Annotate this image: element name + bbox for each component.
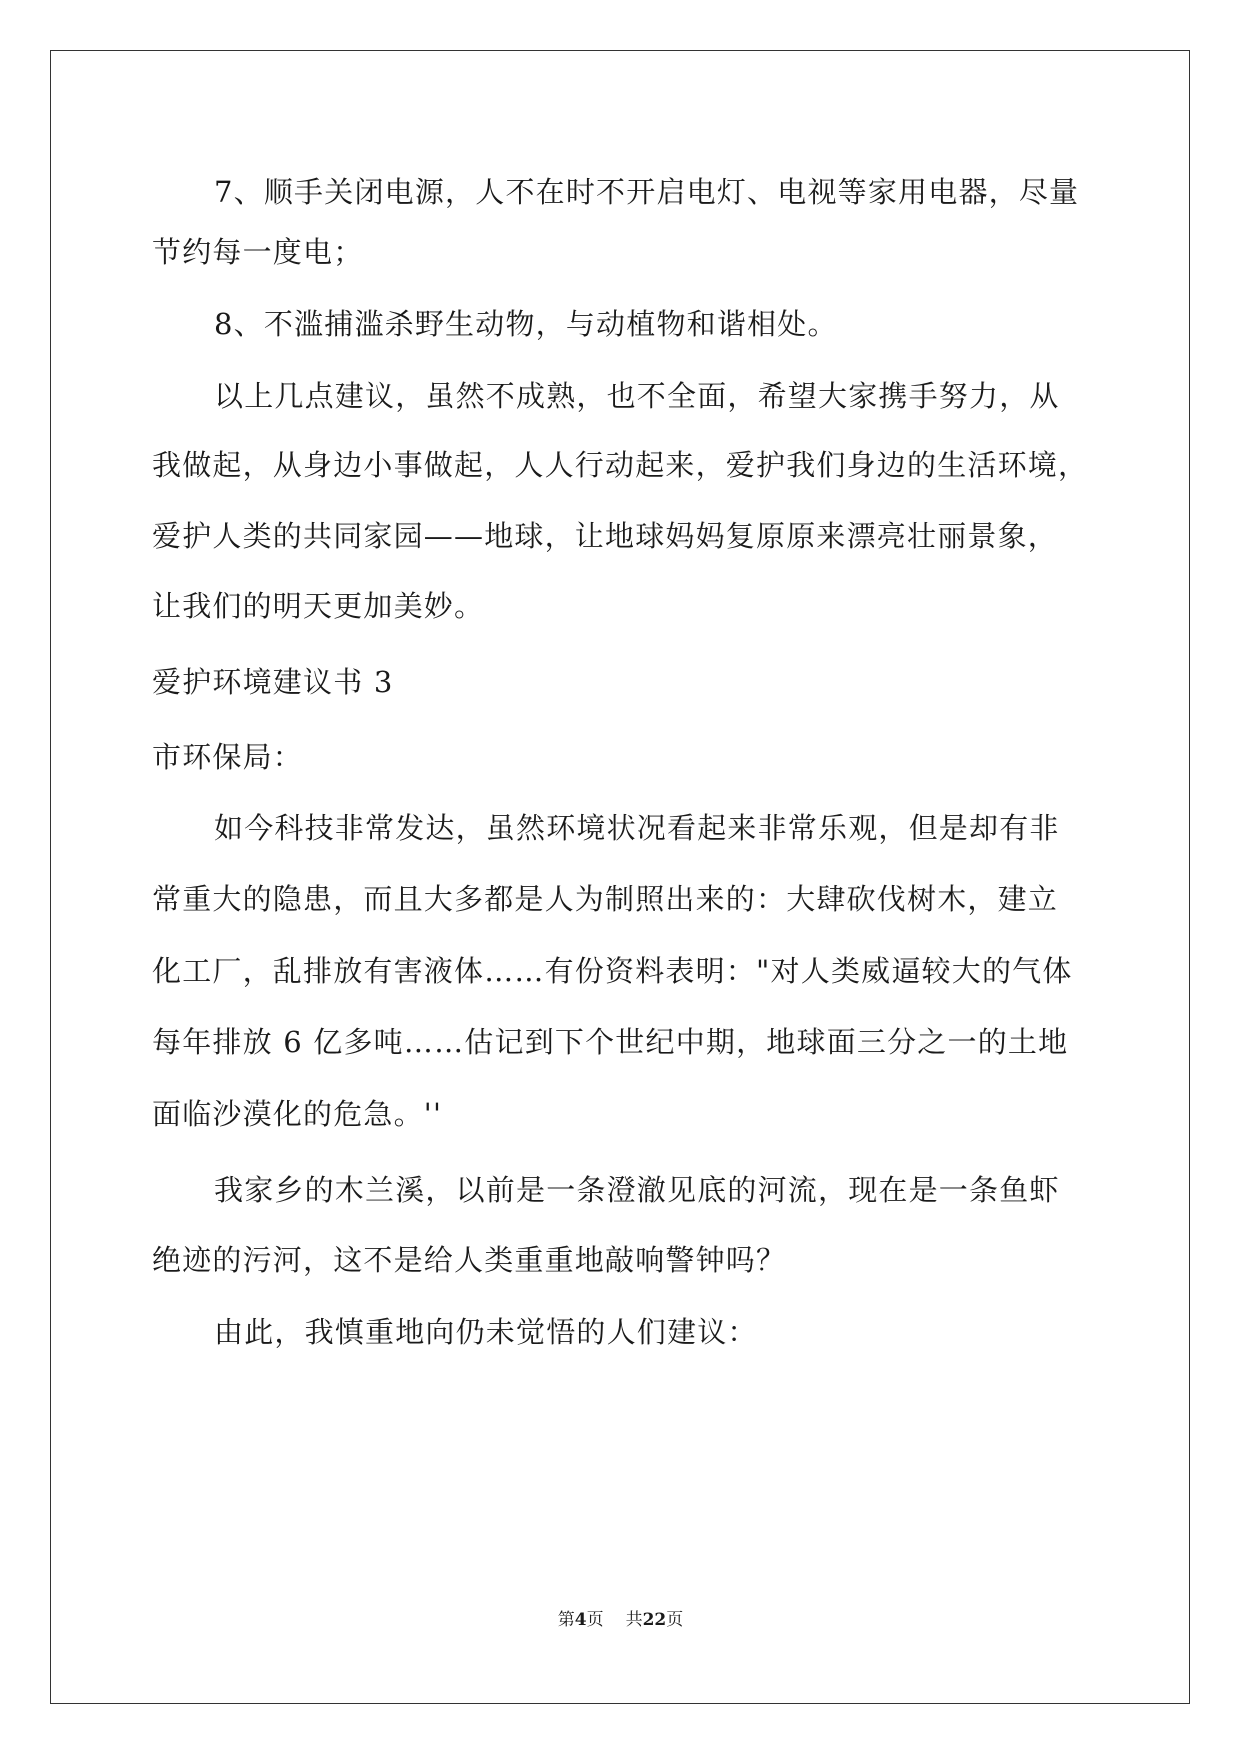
page-label-prefix: 第	[557, 1610, 575, 1630]
paragraph-line: 节约每一度电；	[152, 235, 364, 269]
total-pages: 22	[642, 1610, 667, 1630]
paragraph-line: 常重大的隐患，而且大多都是人为制照出来的：大肆砍伐树木，建立	[152, 882, 1059, 916]
paragraph-line: 每年排放 6 亿多吨……估记到下个世纪中期，地球面三分之一的土地	[152, 1025, 1069, 1059]
paragraph-line: 8、不滥捕滥杀野生动物，与动植物和谐相处。	[214, 307, 838, 341]
paragraph-line: 爱护人类的共同家园——地球，让地球妈妈复原原来漂亮壮丽景象，	[152, 519, 1059, 553]
total-label-suffix: 页	[666, 1610, 684, 1630]
section-heading: 爱护环境建议书 3	[152, 665, 394, 699]
paragraph-line: 我家乡的木兰溪，以前是一条澄澈见底的河流，现在是一条鱼虾	[214, 1173, 1060, 1207]
paragraph-line: 化工厂，乱排放有害液体……有份资料表明："对人类威逼较大的气体	[152, 954, 1073, 988]
paragraph-line: 如今科技非常发达，虽然环境状况看起来非常乐观，但是却有非	[214, 811, 1060, 845]
paragraph-line: 让我们的明天更加美妙。	[152, 589, 485, 623]
page-label-suffix: 页	[586, 1610, 604, 1630]
paragraph-line: 由此，我慎重地向仍未觉悟的人们建议：	[214, 1315, 758, 1349]
paragraph-line: 以上几点建议，虽然不成熟，也不全面，希望大家携手努力，从	[214, 379, 1060, 413]
page-footer	[0, 1608, 1241, 1632]
page-number: 4	[574, 1610, 587, 1630]
total-label-prefix: 共	[625, 1610, 643, 1630]
page-border	[50, 50, 1190, 1704]
paragraph-line: 我做起，从身边小事做起，人人行动起来，爱护我们身边的生活环境，	[152, 448, 1089, 482]
paragraph-line: 7、顺手关闭电源，人不在时不开启电灯、电视等家用电器，尽量	[214, 175, 1080, 209]
paragraph-line: 面临沙漠化的危急。''	[152, 1097, 443, 1131]
salutation: 市环保局：	[152, 740, 304, 774]
paragraph-line: 绝迹的污河，这不是给人类重重地敲响警钟吗？	[152, 1243, 787, 1277]
